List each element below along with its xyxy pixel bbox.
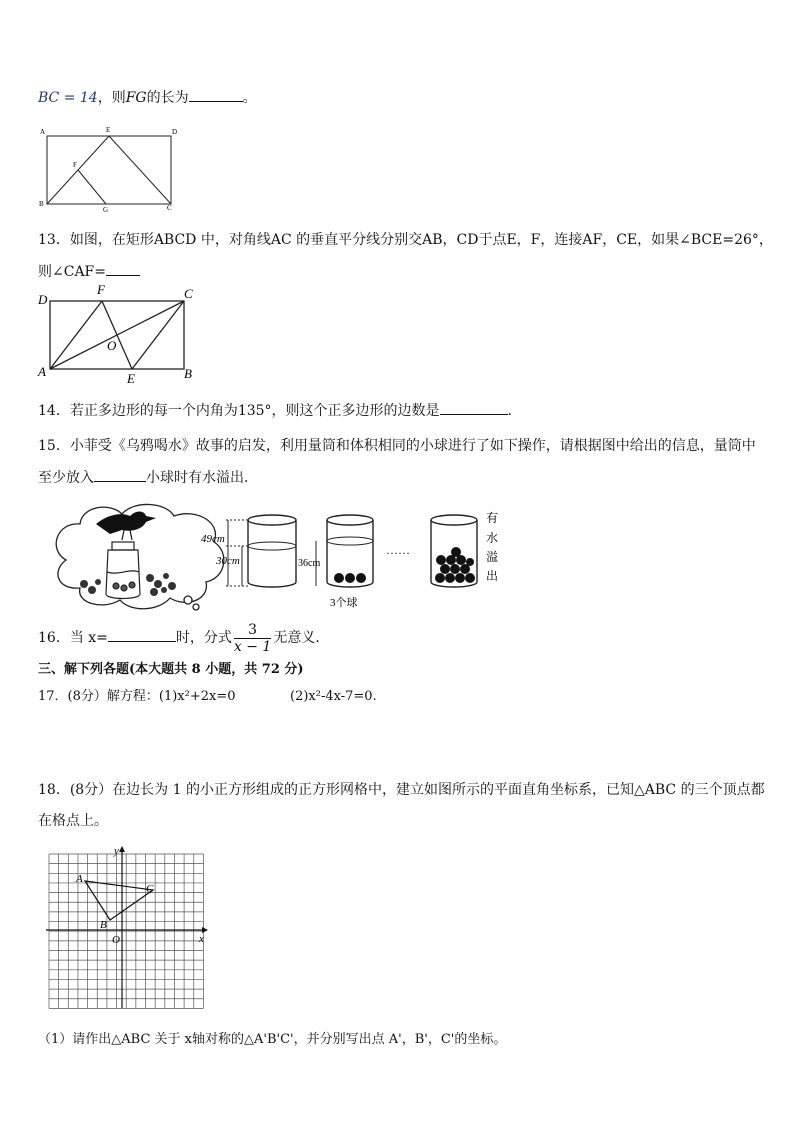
height-30cm: 30cm	[216, 555, 240, 567]
q18-line2: 在格点上。	[38, 813, 108, 829]
origin-label: O	[112, 934, 120, 946]
q18-sub1: （1）请作出△ABC 关于 x轴对称的△A'B'C'，并分别写出点 A'，B'，C'的坐标。	[38, 1032, 507, 1047]
q15-line2: 至少放入 小球时有水溢出．	[38, 467, 258, 487]
q16-answer-blank	[108, 627, 176, 642]
q12-text: BC = 14，则FG的长为 。	[38, 87, 257, 107]
q13-label-e: E	[127, 371, 135, 386]
q18-line1: 18．(8分）在边长为 1 的小正方形组成的正方形网格中，建立如图所示的平面直角坐标系，已知△ABC 的三个顶点都	[38, 782, 765, 798]
q14-text: 14．若正多边形的每一个内角为135°，则这个正多边形的边数是 .	[38, 400, 512, 420]
q13-label-a: A	[38, 364, 46, 379]
q17-text: 17．(8分）解方程：(1)x²+2x=0	[38, 689, 236, 704]
q13-line2: 则∠CAF=	[38, 261, 140, 281]
q12-figure	[38, 124, 178, 214]
q12-label-c: C	[167, 204, 172, 212]
many-balls	[435, 547, 475, 583]
q13-line1: 13．如图，在矩形ABCD 中，对角线AC 的垂直平分线分别交AB，CD于点E，F，连接AF，CE，如果∠BCE=26°，	[38, 232, 773, 248]
q13-figure	[36, 282, 206, 384]
q13-label-o: O	[107, 338, 117, 353]
axis-y-label: y	[114, 845, 119, 857]
height-36cm: 36cm	[298, 558, 321, 569]
q12-label-g: G	[103, 206, 109, 214]
three-balls	[334, 573, 366, 583]
point-a-label: A	[76, 873, 83, 885]
q13-answer-blank	[106, 261, 140, 276]
q13-label-f: F	[97, 282, 105, 297]
q17-part2: (2)x²-4x-7=0.	[290, 689, 377, 704]
q16-text: 16．当 x= 时，分式 $\frac{3}{x - 1}$ 无意义．	[38, 621, 330, 655]
height-49cm: 49cm	[201, 533, 225, 545]
q13-label-d: D	[38, 292, 48, 307]
q12-label-a: A	[40, 128, 46, 136]
q15-line1: 15．小菲受《乌鸦喝水》故事的启发，利用量筒和体积相同的小球进行了如下操作，请根据图中给出的信息，量筒中	[38, 438, 756, 454]
caption-3-balls: 3个球	[330, 597, 358, 609]
q12-condition: BC = 14	[38, 90, 98, 106]
q15-answer-blank	[94, 467, 146, 482]
ellipsis-dots: ……	[386, 543, 410, 557]
section3-title: 三、解下列各题(本大题共 8 小题，共 72 分)	[38, 662, 304, 677]
q14-answer-blank	[440, 400, 508, 415]
q12-label-b: B	[39, 200, 44, 208]
axis-x-label: x	[199, 933, 204, 945]
overflow-char-1: 有	[486, 511, 499, 525]
q12-label-e: E	[106, 126, 111, 134]
cylinder-initial	[248, 515, 296, 587]
q18-grid-figure	[44, 846, 214, 1012]
point-c-label: C	[146, 883, 154, 895]
q15-figure	[46, 500, 516, 616]
overflow-char-4: 出	[486, 569, 499, 583]
q12-answer-blank	[189, 87, 243, 102]
q13-label-b: B	[184, 366, 192, 381]
q12-label-d: D	[172, 128, 178, 136]
q12-label-f: F	[73, 161, 77, 169]
point-b-label: B	[100, 919, 107, 931]
q16-fraction: $\frac{3}{x - 1}$	[233, 621, 272, 655]
q13-label-c: C	[184, 286, 193, 301]
triangle-abc	[85, 881, 153, 920]
overflow-char-3: 溢	[486, 550, 499, 564]
overflow-char-2: 水	[486, 531, 499, 545]
